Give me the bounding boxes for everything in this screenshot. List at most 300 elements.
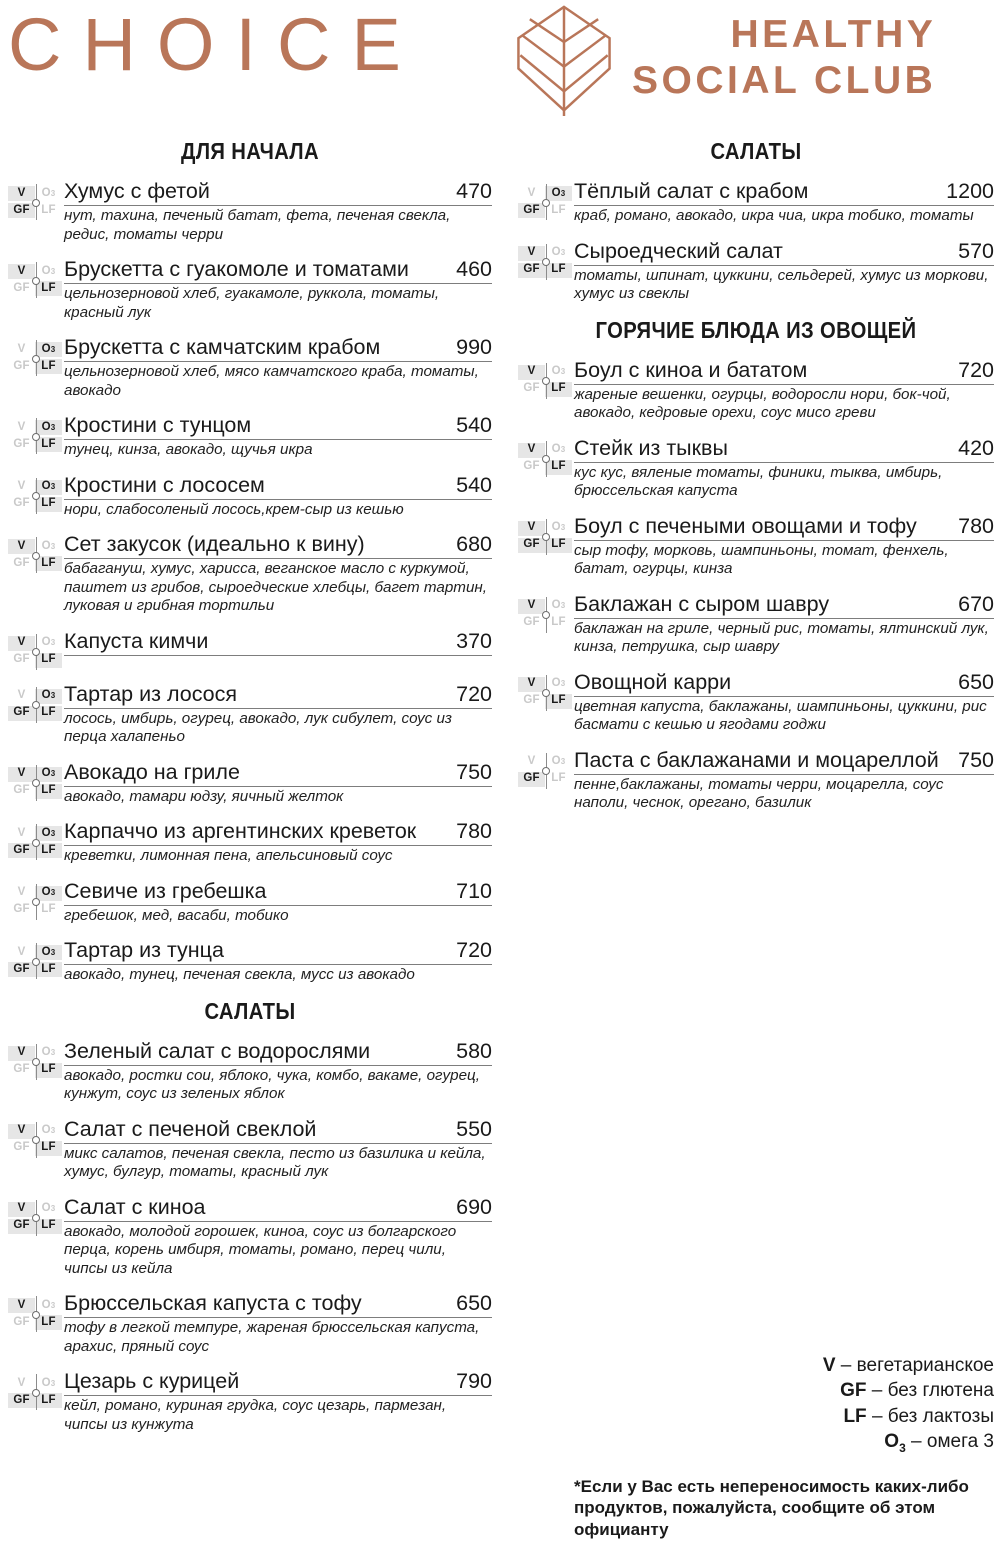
- dish-description: пенне,баклажаны, томаты черри, моцарелла, соус наполи, чеснок, орегано, базилик: [574, 775, 944, 811]
- badge-omega3: O 3: [35, 886, 62, 901]
- badge-center-dot-icon: [32, 552, 40, 560]
- dish-price: 690: [456, 1194, 492, 1219]
- badge-gluten-free: GF: [13, 1141, 30, 1154]
- badge-omega3: O 3: [41, 1124, 56, 1137]
- badge-center-dot-icon: [32, 701, 40, 709]
- menu-item-title-row: [64, 629, 492, 656]
- menu-item-body: [64, 1369, 492, 1434]
- badge-gluten-free: GF: [8, 1393, 35, 1408]
- badge-center-dot-icon: [542, 533, 550, 541]
- menu-item-body: [64, 1291, 492, 1356]
- menu-item-title-row: [574, 179, 994, 206]
- badge-gluten-free: GF: [13, 903, 30, 916]
- badge-omega3: O 3: [545, 186, 572, 201]
- badge-gluten-free: GF: [13, 1315, 30, 1328]
- badge-center-dot-icon: [32, 779, 40, 787]
- menu-item: [8, 532, 492, 616]
- dish-name: Боул с киноа и бататом: [574, 357, 808, 382]
- menu-item-title-row: [574, 748, 994, 775]
- badge-omega3: O 3: [35, 945, 62, 960]
- badge-center-dot-icon: [32, 1311, 40, 1319]
- dish-name: Брускетта с камчатским крабом: [64, 335, 381, 359]
- badge-lactose-free: LF: [551, 616, 566, 629]
- legend-text: – без лактозы: [866, 1405, 994, 1427]
- badge-center-dot-icon: [32, 898, 40, 906]
- dietary-badge-group: [518, 442, 574, 476]
- dish-description: бабагануш, хумус, харисса, веганское масло с куркумой, паштет из грибов, сыроедческие хлебцы, багет тартин, луковая и грибная тортильи: [64, 560, 487, 614]
- badge-vegetarian: V: [8, 186, 35, 201]
- menu-item-body: [574, 592, 994, 657]
- badge-vegetarian: V: [527, 186, 536, 199]
- menu-item-body: [574, 179, 994, 226]
- menu-item-body: [574, 436, 994, 501]
- badge-vegetarian: V: [518, 443, 545, 458]
- dish-description: цельнозерновой хлеб, мясо камчатского краба, томаты, авокадо: [64, 363, 479, 399]
- badge-vegetarian: V: [8, 1124, 35, 1139]
- badge-gluten-free: GF: [523, 460, 540, 473]
- dish-description: микс салатов, печеная свекла, песто из базилика и кейла, хумус, булгур, томаты, красный лук: [64, 1144, 486, 1180]
- badge-lactose-free: LF: [35, 653, 62, 668]
- dietary-badge-group: [8, 944, 64, 978]
- dietary-badge-group: [8, 885, 64, 919]
- menu-item-title-row: [64, 413, 492, 440]
- menu-item-title-row: [64, 257, 492, 284]
- dish-name: Баклажан с сыром шавру: [574, 591, 830, 616]
- menu-item-title-row: [64, 179, 492, 206]
- dish-price: 580: [456, 1038, 492, 1063]
- section-title: САЛАТЫ: [204, 997, 296, 1024]
- dish-description: баклажан на гриле, черный рис, томаты, ялтинский лук, кинза, петрушка, сыр шавру: [574, 619, 989, 655]
- menu-item-title-row: [64, 1369, 492, 1396]
- dish-name: Стейк из тыквы: [574, 435, 728, 460]
- menu-item-title-row: [64, 760, 492, 787]
- legend-code: LF: [843, 1405, 867, 1427]
- dish-description: цельнозерновой хлеб, гуакамоле, руккола, томаты, красный лук: [64, 285, 440, 321]
- badge-vegetarian: V: [17, 689, 26, 702]
- badge-vegetarian: V: [17, 945, 26, 958]
- badge-omega3: O 3: [35, 342, 62, 357]
- dish-price: 650: [456, 1291, 492, 1315]
- badge-center-dot-icon: [32, 648, 40, 656]
- menu-item-title-row: [574, 436, 994, 463]
- dietary-badge-group: [518, 520, 574, 554]
- legend-code: $O_3$: [884, 1431, 906, 1455]
- dietary-badge-group: [8, 1045, 64, 1079]
- menu-item: [8, 257, 492, 322]
- badge-vegetarian: V: [518, 599, 545, 614]
- menu-item-body: [64, 760, 492, 807]
- menu-item: [8, 413, 492, 460]
- badge-gluten-free: GF: [8, 962, 35, 977]
- badge-gluten-free: GF: [518, 263, 545, 278]
- dietary-badge-group: [518, 754, 574, 788]
- dish-description: креветки, лимонная пена, апельсиновый соус: [64, 847, 393, 864]
- badge-gluten-free: GF: [8, 1219, 35, 1234]
- badge-gluten-free: GF: [518, 772, 545, 787]
- menu-item: [8, 473, 492, 520]
- dietary-badge-group: [8, 1201, 64, 1235]
- badge-center-dot-icon: [542, 455, 550, 463]
- badge-center-dot-icon: [32, 1389, 40, 1397]
- menu-item: [8, 682, 492, 747]
- dish-price: 720: [456, 938, 492, 962]
- dietary-badge-group: [518, 676, 574, 710]
- badge-vegetarian: V: [518, 246, 545, 261]
- menu-item-body: [574, 514, 994, 579]
- dish-name: Зеленый салат с водорослями: [64, 1038, 371, 1063]
- dietary-badge-group: [8, 635, 64, 669]
- dish-description: кейл, романо, куриная грудка, соус цезарь, пармезан, чипсы из кунжута: [64, 1397, 447, 1433]
- dish-description: авокадо, тунец, печеная свекла, мусс из авокадо: [64, 966, 415, 983]
- brand-choice-wordmark: CHOICE: [8, 3, 422, 86]
- badge-vegetarian: V: [8, 767, 35, 782]
- dish-name: Тартар из лосося: [64, 681, 238, 706]
- dish-price: 1200: [946, 179, 994, 203]
- dish-price: 790: [456, 1369, 492, 1393]
- badge-omega3: O 3: [35, 420, 62, 435]
- section-heading-wrap: [8, 138, 492, 165]
- section-title: ДЛЯ НАЧАЛА: [181, 138, 319, 164]
- badge-lactose-free: LF: [545, 382, 572, 397]
- badge-omega3: O 3: [41, 636, 56, 649]
- dietary-badge-group: [518, 185, 574, 219]
- menu-item-title-row: [64, 938, 492, 965]
- menu-item-body: [64, 335, 492, 400]
- dish-price: 370: [456, 628, 492, 653]
- dish-description: нори, слабосоленый лосось,крем-сыр из кешью: [64, 500, 404, 518]
- dish-description: нут, тахина, печеный батат, фета, печеная свекла, редис, томаты черри: [64, 207, 451, 243]
- menu-item: [8, 1039, 492, 1104]
- badge-center-dot-icon: [542, 258, 550, 266]
- brand-healthy-social-club: [512, 4, 936, 116]
- badge-gluten-free: GF: [518, 203, 545, 218]
- badge-center-dot-icon: [32, 199, 40, 207]
- menu-item-body: [64, 1117, 492, 1182]
- brand-wordmark-lines: [632, 12, 936, 104]
- legend-code: V: [822, 1354, 836, 1376]
- badge-lactose-free: LF: [545, 538, 572, 553]
- badge-omega3: O 3: [41, 186, 56, 199]
- menu-item-title-row: [574, 358, 994, 385]
- badge-gluten-free: GF: [13, 653, 30, 666]
- badge-lactose-free: LF: [41, 203, 56, 216]
- dish-price: 670: [958, 591, 994, 616]
- dish-price: 750: [456, 759, 492, 784]
- dish-name: Паста с баклажанами и моцареллой: [574, 747, 939, 772]
- badge-gluten-free: GF: [13, 497, 30, 510]
- menu-item-body: [64, 682, 492, 747]
- dish-name: Сет закусок (идеально к вину): [64, 532, 365, 556]
- badge-center-dot-icon: [32, 1058, 40, 1066]
- menu-item-body: [64, 179, 492, 244]
- badge-lactose-free: LF: [551, 772, 566, 785]
- dietary-badge-group: [8, 1123, 64, 1157]
- dish-price: 570: [958, 238, 994, 263]
- menu-item: [8, 1117, 492, 1182]
- menu-item: [518, 670, 994, 735]
- legend-allergy-note: *Если у Вас есть непереносимость каких-либо продуктов, пожалуйста, сообщите об этом официанту: [574, 1476, 969, 1539]
- badge-omega3: O 3: [41, 264, 56, 277]
- menu-item-title-row: [64, 1117, 492, 1144]
- dietary-badge-group: [8, 263, 64, 297]
- dietary-badge-group: [8, 1297, 64, 1331]
- legend-rows: [574, 1353, 994, 1462]
- dish-name: Сыроедческий салат: [574, 238, 783, 263]
- dish-description: цветная капуста, баклажаны, шампиньоны, цуккини, рис басмати с кешью и ягодами годжи: [574, 697, 987, 733]
- menu-item-body: [64, 629, 492, 656]
- dish-description: лосось, имбирь, огурец, авокадо, лук сибулет, соус из перца халапеньо: [64, 709, 452, 745]
- badge-gluten-free: GF: [8, 203, 35, 218]
- menu-column-left: [0, 128, 500, 1447]
- dietary-badge-group: [518, 598, 574, 632]
- badge-lactose-free: LF: [35, 556, 62, 571]
- badge-vegetarian: V: [8, 636, 35, 651]
- dish-price: 680: [456, 532, 492, 556]
- dish-price: 720: [958, 357, 994, 382]
- badge-center-dot-icon: [32, 958, 40, 966]
- badge-omega3: O 3: [551, 521, 566, 534]
- badge-lactose-free: LF: [35, 1063, 62, 1078]
- dish-name: Авокадо на гриле: [64, 759, 240, 784]
- badge-lactose-free: LF: [35, 962, 62, 977]
- menu-item-body: [574, 748, 994, 813]
- menu-item-title-row: [574, 514, 994, 541]
- dietary-badge-group: [8, 766, 64, 800]
- badge-center-dot-icon: [32, 839, 40, 847]
- badge-gluten-free: GF: [523, 616, 540, 629]
- dish-price: 460: [456, 257, 492, 281]
- badge-lactose-free: LF: [545, 694, 572, 709]
- badge-center-dot-icon: [542, 689, 550, 697]
- badge-omega3: O 3: [35, 480, 62, 495]
- dish-price: 540: [456, 413, 492, 437]
- dish-description: кус кус, вяленые томаты, финики, тыква, имбирь, брюссельская капуста: [574, 463, 943, 499]
- menu-item: [8, 760, 492, 807]
- legend: [574, 1353, 994, 1540]
- menu-item: [518, 179, 994, 226]
- badge-omega3: O 3: [551, 755, 566, 768]
- badge-lactose-free: LF: [35, 784, 62, 799]
- legend-row: [574, 1378, 994, 1404]
- menu-item-body: [64, 1039, 492, 1104]
- dietary-badge-group: [518, 245, 574, 279]
- dish-description: томаты, шпинат, цуккини, сельдерей, хумус из моркови, хумус из свеклы: [574, 266, 989, 302]
- menu-item-body: [64, 879, 492, 926]
- badge-gluten-free: GF: [13, 359, 30, 372]
- section-title: ГОРЯЧИЕ БЛЮДА ИЗ ОВОЩЕЙ: [595, 316, 917, 343]
- legend-row: [574, 1429, 994, 1461]
- menu-item: [518, 436, 994, 501]
- dish-description: сыр тофу, морковь, шампиньоны, томат, фенхель, батат, огурцы, кинза: [574, 541, 949, 577]
- dietary-badge-group: [8, 1375, 64, 1409]
- dietary-badge-group: [8, 419, 64, 453]
- badge-omega3: O 3: [551, 599, 566, 612]
- badge-gluten-free: GF: [13, 784, 30, 797]
- section-heading-wrap: [8, 998, 492, 1025]
- menu-item-title-row: [64, 473, 492, 500]
- legend-text: – омега 3: [905, 1431, 994, 1453]
- badge-center-dot-icon: [542, 199, 550, 207]
- badge-omega3: O 3: [551, 365, 566, 378]
- menu-item-body: [574, 239, 994, 304]
- dish-name: Севиче из гребешка: [64, 878, 267, 903]
- menu-item-body: [64, 1195, 492, 1279]
- menu-item: [8, 938, 492, 985]
- dish-name: Цезарь с курицей: [64, 1369, 240, 1393]
- dish-price: 720: [456, 681, 492, 706]
- menu-item-title-row: [64, 335, 492, 362]
- leaf-icon: [512, 4, 616, 116]
- dietary-badge-group: [8, 825, 64, 859]
- badge-lactose-free: LF: [35, 1315, 62, 1330]
- menu-item-body: [64, 938, 492, 985]
- brand-line-social-club: SOCIAL CLUB: [632, 59, 937, 102]
- badge-lactose-free: LF: [35, 843, 62, 858]
- menu-header: [0, 0, 1000, 128]
- badge-lactose-free: LF: [35, 1393, 62, 1408]
- badge-vegetarian: V: [8, 539, 35, 554]
- dish-name: Салат с печеной свеклой: [64, 1116, 317, 1141]
- dietary-badge-group: [8, 688, 64, 722]
- dish-name: Брюссельская капуста с тофу: [64, 1291, 362, 1315]
- badge-center-dot-icon: [32, 492, 40, 500]
- dish-name: Тёплый салат с крабом: [574, 179, 809, 203]
- menu-item-title-row: [64, 682, 492, 709]
- badge-gluten-free: GF: [518, 538, 545, 553]
- menu-item: [8, 819, 492, 866]
- badge-lactose-free: LF: [35, 1219, 62, 1234]
- badge-omega3: O 3: [551, 443, 566, 456]
- badge-vegetarian: V: [17, 480, 26, 493]
- badge-vegetarian: V: [518, 521, 545, 536]
- badge-omega3: O 3: [41, 1376, 56, 1389]
- badge-center-dot-icon: [32, 355, 40, 363]
- legend-row: [574, 1404, 994, 1430]
- menu-item: [8, 1195, 492, 1279]
- dish-price: 470: [456, 179, 492, 203]
- badge-vegetarian: V: [17, 826, 26, 839]
- badge-lactose-free: LF: [35, 497, 62, 512]
- dish-name: Карпаччо из аргентинских креветок: [64, 819, 417, 843]
- menu-item-body: [574, 670, 994, 735]
- badge-lactose-free: LF: [545, 263, 572, 278]
- menu-item-title-row: [574, 239, 994, 266]
- badge-gluten-free: GF: [523, 382, 540, 395]
- dish-description: краб, романо, авокадо, икра чиа, икра тобико, томаты: [574, 207, 974, 224]
- dish-name: Салат с киноа: [64, 1194, 206, 1219]
- menu-item: [8, 179, 492, 244]
- dish-price: 550: [456, 1116, 492, 1141]
- dietary-badge-group: [518, 364, 574, 398]
- menu-item-title-row: [64, 1039, 492, 1066]
- menu-item: [518, 748, 994, 813]
- menu-item: [8, 1369, 492, 1434]
- menu-item: [518, 358, 994, 423]
- badge-vegetarian: V: [8, 1046, 35, 1061]
- badge-omega3: O 3: [551, 677, 566, 690]
- menu-item-body: [64, 819, 492, 866]
- badge-center-dot-icon: [32, 433, 40, 441]
- badge-vegetarian: V: [17, 342, 26, 355]
- badge-gluten-free: GF: [523, 694, 540, 707]
- badge-omega3: O 3: [41, 1298, 56, 1311]
- badge-vegetarian: V: [17, 886, 26, 899]
- badge-vegetarian: V: [17, 1376, 26, 1389]
- badge-omega3: O 3: [35, 689, 62, 704]
- menu-item: [8, 629, 492, 669]
- badge-vegetarian: V: [518, 365, 545, 380]
- menu-item-body: [574, 358, 994, 423]
- badge-vegetarian: V: [17, 420, 26, 433]
- dish-description: жареные вешенки, огурцы, водоросли нори, бок-чой, авокадо, кедровые орехи, соус мисо греви: [574, 385, 951, 421]
- badge-center-dot-icon: [542, 767, 550, 775]
- badge-lactose-free: LF: [35, 1141, 62, 1156]
- badge-omega3: O 3: [41, 1202, 56, 1215]
- badge-lactose-free: LF: [35, 437, 62, 452]
- badge-vegetarian: V: [518, 677, 545, 692]
- badge-lactose-free: LF: [35, 359, 62, 374]
- dish-price: 780: [456, 819, 492, 843]
- dish-price: 420: [958, 435, 994, 460]
- badge-gluten-free: GF: [13, 1063, 30, 1076]
- menu-item-body: [64, 473, 492, 520]
- legend-code: GF: [840, 1380, 867, 1402]
- section-title: САЛАТЫ: [710, 138, 802, 164]
- legend-text: – вегетарианское: [835, 1354, 994, 1376]
- menu-item-title-row: [64, 879, 492, 906]
- legend-text: – без глютена: [866, 1380, 994, 1402]
- badge-gluten-free: GF: [8, 706, 35, 721]
- menu-item-title-row: [574, 592, 994, 619]
- dietary-badge-group: [8, 185, 64, 219]
- dish-name: Боул с печеными овощами и тофу: [574, 513, 917, 538]
- badge-lactose-free: LF: [551, 203, 566, 216]
- menu-item: [518, 514, 994, 579]
- menu-column-right: [500, 128, 1000, 1447]
- menu-item-title-row: [64, 1291, 492, 1318]
- menu-item-title-row: [574, 670, 994, 697]
- dish-name: Кростини с лососем: [64, 472, 265, 497]
- dish-name: Брускетта с гуакомоле и томатами: [64, 257, 409, 281]
- menu-item-title-row: [64, 532, 492, 559]
- badge-center-dot-icon: [32, 1136, 40, 1144]
- dish-name: Тартар из тунца: [64, 938, 224, 962]
- dish-description: авокадо, молодой горошек, киноа, соус из болгарского перца, корень имбиря, томаты, романо, перец чили, чипсы из кейла: [64, 1222, 457, 1277]
- menu-item: [8, 335, 492, 400]
- dish-price: 750: [958, 747, 994, 772]
- badge-omega3: O 3: [551, 246, 566, 259]
- dish-description: тофу в легкой темпуре, жареная брюссельская капуста, арахис, пряный соус: [64, 1319, 480, 1355]
- badge-gluten-free: GF: [8, 843, 35, 858]
- dish-name: Овощной карри: [574, 669, 732, 694]
- dietary-badge-group: [8, 341, 64, 375]
- dish-description: авокадо, тамари юдзу, яичный желток: [64, 787, 344, 805]
- legend-row: [574, 1353, 994, 1379]
- dish-price: 710: [456, 878, 492, 903]
- dish-description: гребешок, мед, васаби, тобико: [64, 906, 289, 924]
- menu-item: [8, 879, 492, 926]
- menu-item-body: [64, 532, 492, 616]
- badge-gluten-free: GF: [13, 556, 30, 569]
- menu-item: [518, 592, 994, 657]
- badge-lactose-free: LF: [41, 903, 56, 916]
- dish-price: 780: [958, 513, 994, 538]
- badge-lactose-free: LF: [35, 706, 62, 721]
- badge-omega3: O 3: [41, 539, 56, 552]
- dietary-badge-group: [8, 479, 64, 513]
- badge-lactose-free: LF: [35, 281, 62, 296]
- menu-item-body: [64, 413, 492, 460]
